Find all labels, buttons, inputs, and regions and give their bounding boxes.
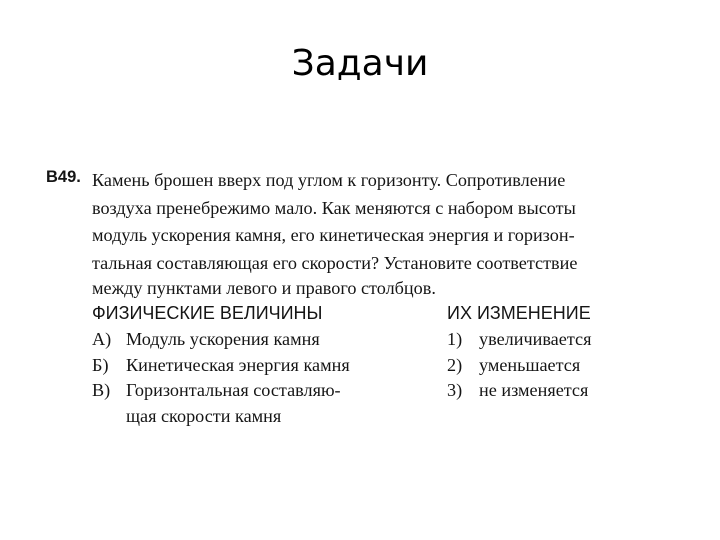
quantity-item-b	[92, 353, 392, 379]
changes-column	[447, 299, 677, 404]
column-header-quantities: ФИЗИЧЕСКИЕ ВЕЛИЧИНЫ	[92, 303, 323, 323]
change-item-3	[447, 378, 677, 404]
item-letter: А)	[92, 329, 112, 349]
problem-line: Камень брошен вверх под углом к горизонту. Сопротивление	[92, 170, 566, 190]
slide-title: Задачи	[291, 43, 429, 84]
change-item-2	[447, 353, 677, 379]
item-number: 3)	[447, 380, 463, 400]
problem-line: тальная составляющая его скорости? Установите соответствие	[92, 252, 578, 273]
item-letter: В)	[92, 380, 111, 400]
item-text: Горизонтальная составляю-	[126, 380, 341, 400]
item-letter: Б)	[92, 354, 109, 375]
problem-line: модуль ускорения камня, его кинетическая энергия и горизон-	[92, 225, 575, 245]
problem-number: В49.	[46, 168, 81, 186]
item-text: увеличивается	[479, 329, 592, 349]
quantity-item-v	[92, 378, 392, 404]
problem-scan	[46, 167, 670, 439]
item-text-continuation: щая скорости камня	[126, 405, 282, 426]
item-number: 1)	[447, 329, 463, 349]
item-text: уменьшается	[479, 354, 581, 375]
matching-table	[46, 299, 670, 439]
problem-line: между пунктами левого и правого столбцов.	[92, 278, 436, 298]
quantity-item-a	[92, 327, 392, 353]
column-header-changes: ИХ ИЗМЕНЕНИЕ	[447, 303, 591, 323]
physical-quantities-column	[92, 299, 392, 429]
problem-statement	[46, 167, 670, 299]
item-text: не изменяется	[479, 380, 589, 400]
change-item-1	[447, 327, 677, 353]
item-text: Кинетическая энергия камня	[126, 354, 350, 375]
item-text: Модуль ускорения камня	[126, 329, 320, 349]
item-number: 2)	[447, 354, 463, 375]
problem-line: воздуха пренебрежимо мало. Как меняются с набором высоты	[92, 197, 576, 218]
